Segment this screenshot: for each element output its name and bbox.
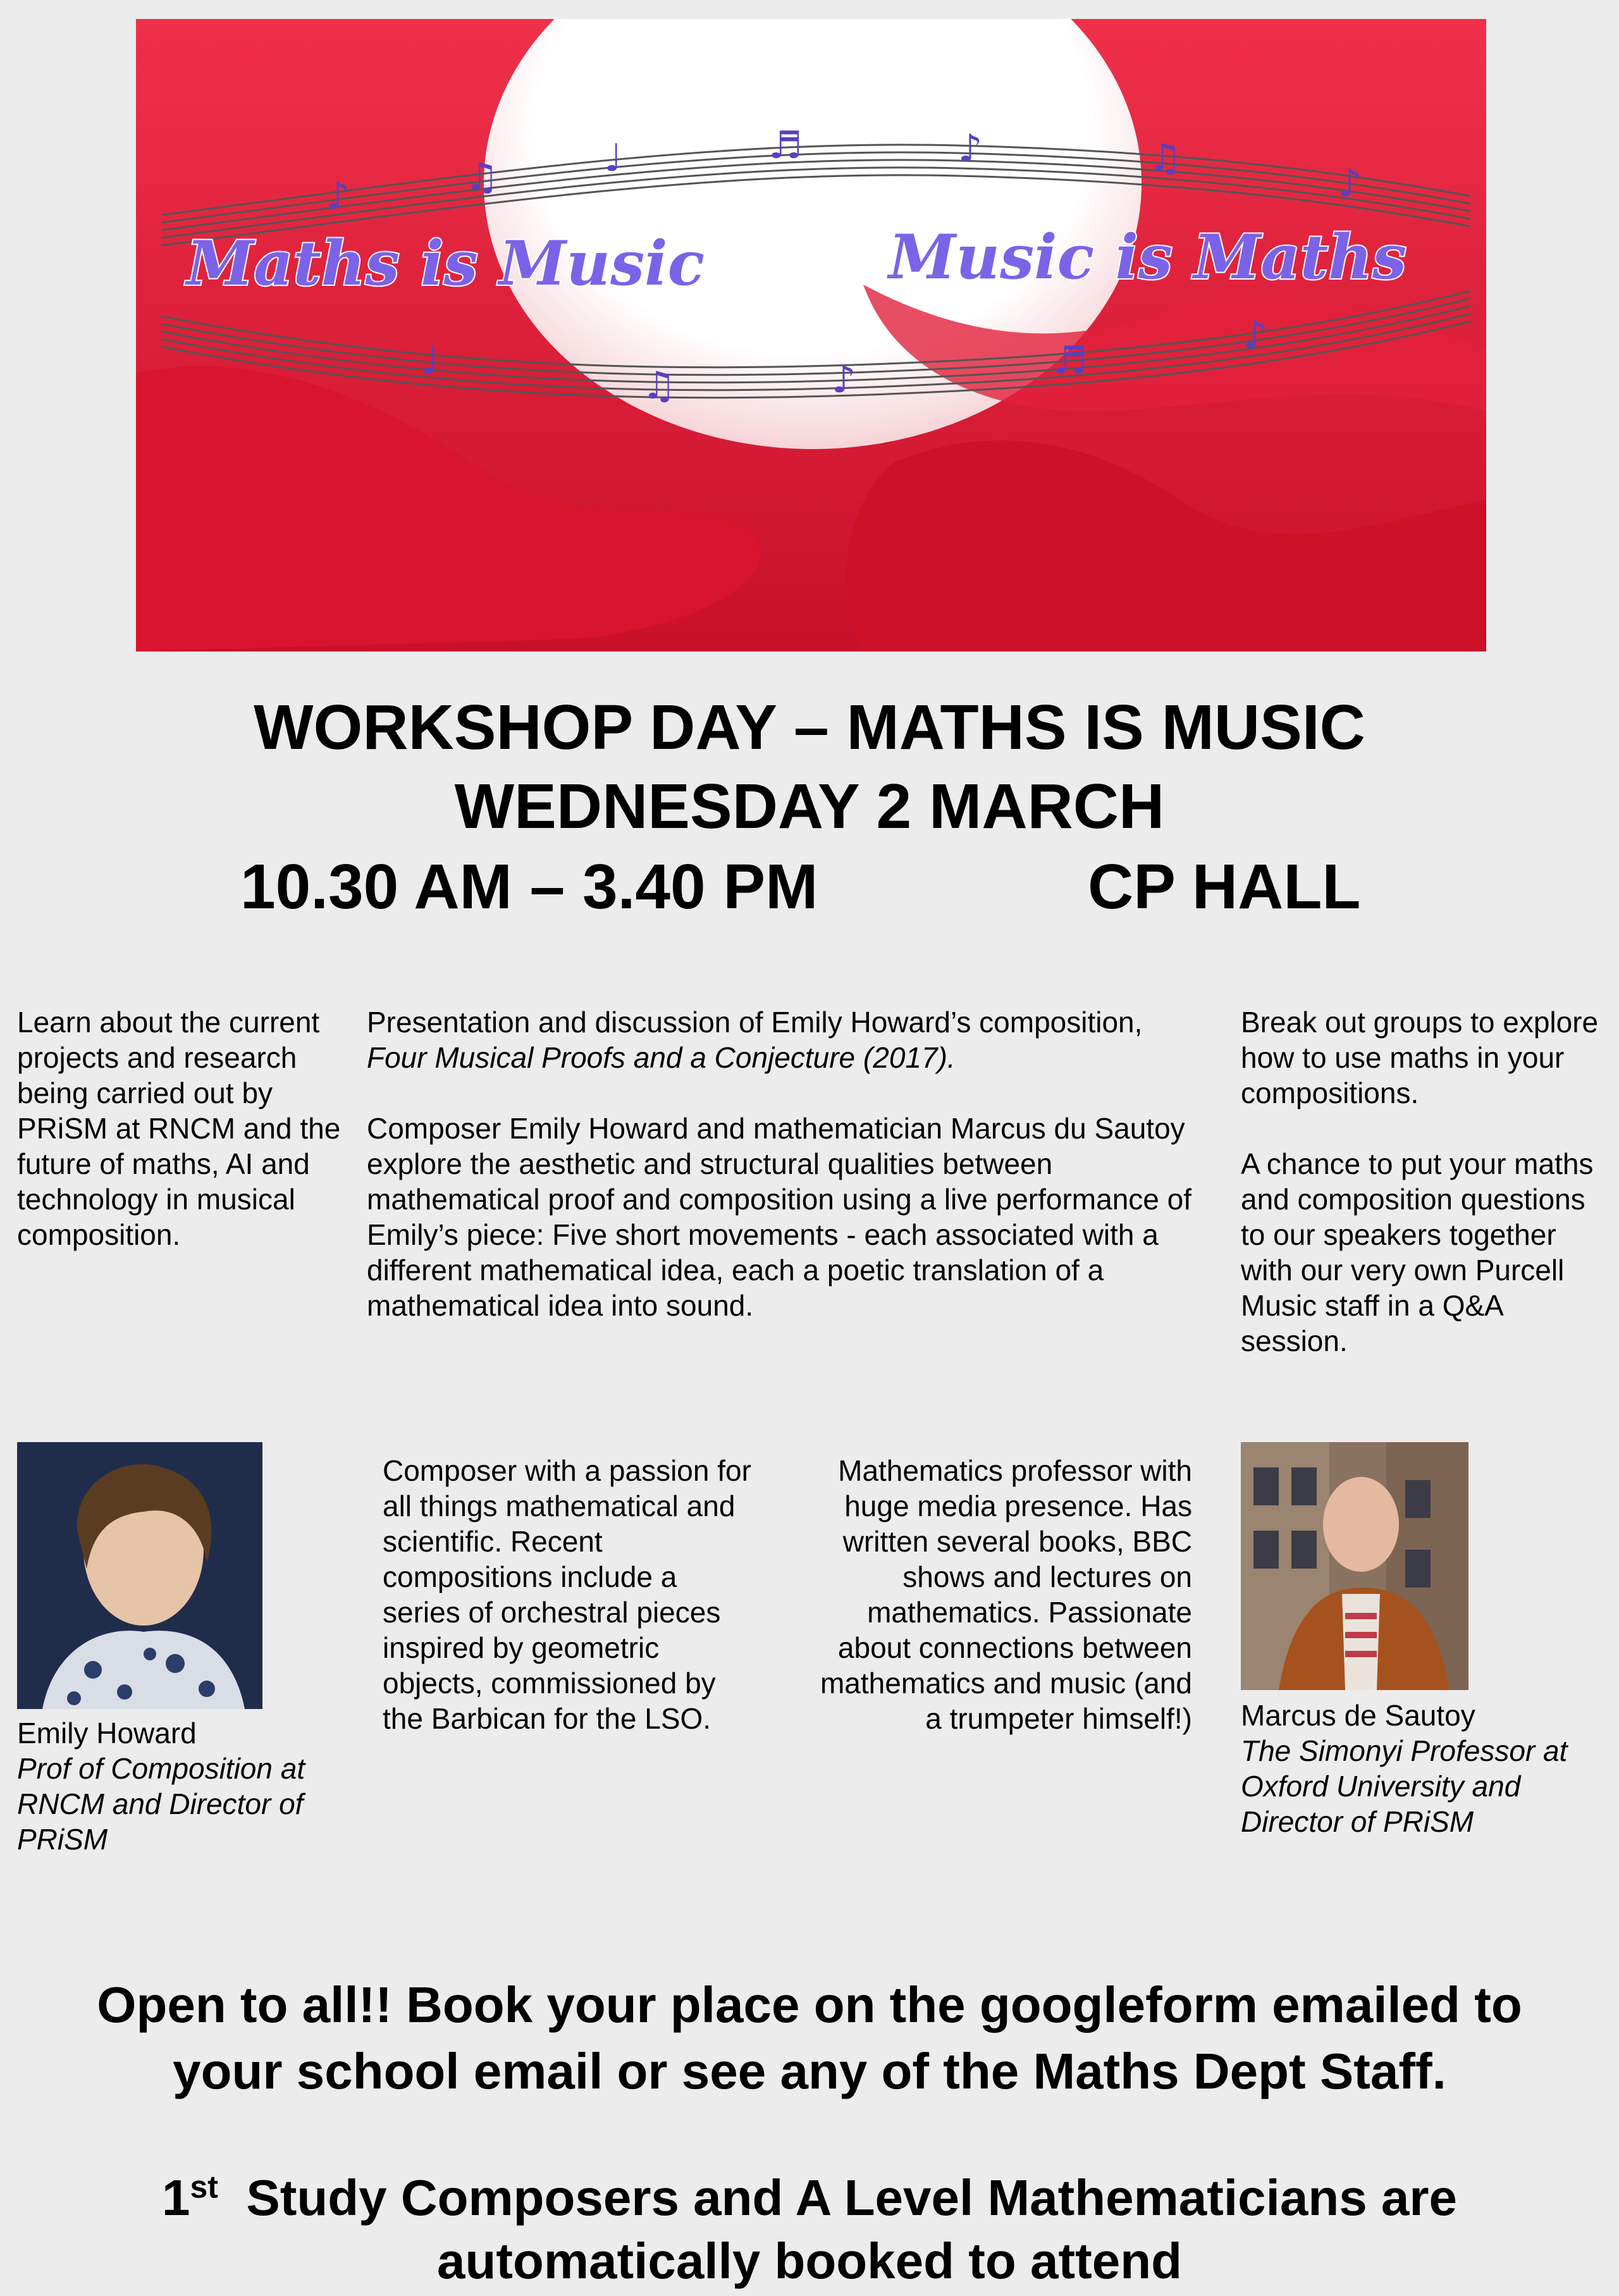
banner-image [136,19,1486,651]
svg-text:♫: ♫ [465,155,499,199]
footer-booking-line2: your school email or see any of the Maths Dept Staff. [173,2043,1446,2099]
right-qa: A chance to put your maths and composition questions to our speakers together with our very own Purcell Music staff in a Q&A session. [1241,1147,1594,1357]
footer-ordinal-number: 1 [161,2169,190,2226]
footer-booking-line1: Open to all!! Book your place on the googleform emailed to [97,1977,1522,2033]
footer-auto-booked-line2: automatically booked to attend [437,2233,1182,2289]
emily-bio [383,1453,762,1736]
banner-left-text: Maths is Music [187,228,705,299]
marcus-caption [1241,1698,1608,1839]
headline-time: 10.30 AM – 3.40 PM [240,851,818,922]
svg-text:♬: ♬ [768,123,803,168]
svg-text:♩: ♩ [604,136,622,180]
footer-auto-booked-line1 [0,2166,1619,2230]
middle-composition-title: Four Musical Proofs and a Conjecture (2017). [367,1041,956,1074]
marcus-bio-text: Mathematics professor with huge media presence. Has written several books, BBC shows and lectures on mathematics. Passionate about connections between mathematics and music (and a trumpeter himself!) [820,1454,1192,1735]
svg-text:♫: ♫ [1148,136,1182,180]
column-left-text: Learn about the current projects and research being carried out by PRiSM at RNCM and the future of maths, AI and technology in musical composition. [17,1006,341,1251]
column-right [1241,1004,1608,1359]
marcus-role: The Simonyi Professor at Oxford University and Director of PRiSM [1241,1734,1568,1838]
footer-ordinal-suffix: st [190,2169,218,2205]
svg-text:♪: ♪ [958,127,983,171]
marcus-de-sautoy-photo [1241,1442,1468,1690]
svg-text:♫: ♫ [642,364,676,408]
middle-intro: Presentation and discussion of Emily Howard’s composition, [367,1006,1143,1039]
svg-text:♪: ♪ [1243,313,1267,357]
headline-date: WEDNESDAY 2 MARCH [454,771,1165,842]
svg-text:♪: ♪ [326,174,350,218]
emily-howard-photo [17,1442,262,1709]
emily-caption [17,1715,346,1857]
svg-text:♪: ♪ [832,357,856,402]
column-middle [367,1004,1214,1323]
svg-text:♪: ♪ [1338,161,1362,206]
emily-bio-text: Composer with a passion for all things mathematical and scientific. Recent compositions include a series of orchestral pieces inspired by geometric objects, commissioned by the Barbican for the LSO. [383,1454,751,1735]
footer-auto-booked-text: Study Composers and A Level Mathematicians are [218,2169,1458,2226]
svg-text:♩: ♩ [421,338,439,383]
banner-right-text: Music is Maths [889,221,1407,293]
middle-description: Composer Emily Howard and mathematician Marcus du Sautoy explore the aesthetic and structural qualities between mathematical proof and composition using a live performance of Emily’s piece: Five short movements - each associated with a different mathematical idea, each a poetic translation of a mathematical idea into sound. [367,1112,1192,1322]
marcus-bio [803,1453,1192,1736]
emily-name: Emily Howard [17,1717,197,1750]
marcus-name: Marcus de Sautoy [1241,1699,1475,1732]
right-breakout: Break out groups to explore how to use maths in your compositions. [1241,1006,1599,1109]
emily-role: Prof of Composition at RNCM and Director of PRiSM [17,1752,305,1856]
headline-venue: CP HALL [1088,851,1361,922]
column-left [17,1004,346,1252]
svg-text:♬: ♬ [1053,338,1087,383]
headline-title: WORKSHOP DAY – MATHS IS MUSIC [254,692,1365,763]
